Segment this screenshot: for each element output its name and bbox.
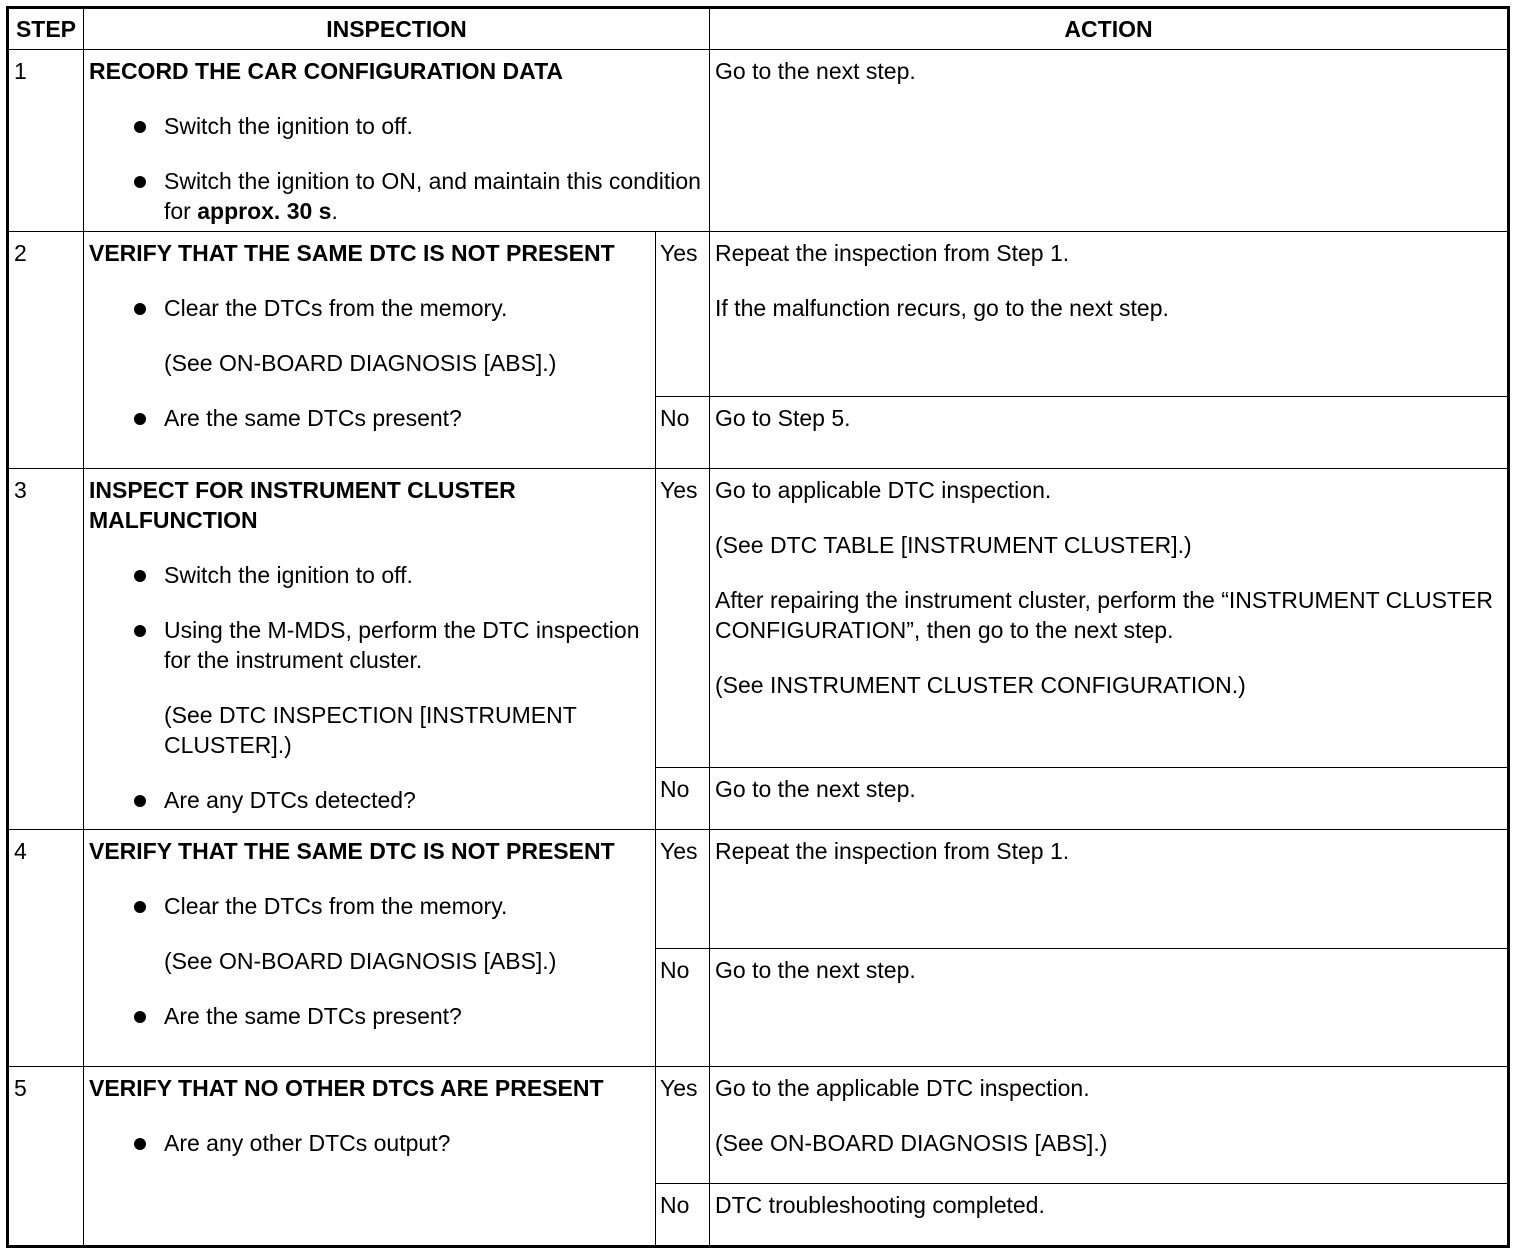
step-number: 4 [8,830,84,1067]
inspection-item: Switch the ignition to ON, and maintain this condition for approx. 30 s. [89,166,703,226]
step-4-yes-action [710,830,1509,949]
action-text: Repeat the inspection from Step 1. [715,240,1070,266]
inspection-item: Clear the DTCs from the memory. [89,891,649,921]
inspection-item: Using the M-MDS, perform the DTC inspection for the instrument cluster. [89,615,649,675]
action-text: Go to Step 5. [715,405,851,431]
step-number: 1 [8,50,84,232]
action-text: Go to the next step. [715,957,916,983]
action-text: After repairing the instrument cluster, perform the “INSTRUMENT CLUSTER CONFIGURATION”, then go to the next step. [715,587,1493,643]
step-3-inspection [84,469,656,830]
step-4-yes-row [8,830,1509,949]
no-label: No [656,768,710,830]
step-title: VERIFY THAT NO OTHER DTCS ARE PRESENT [89,1075,604,1101]
inspection-item: Switch the ignition to off. [89,111,703,141]
step-title: VERIFY THAT THE SAME DTC IS NOT PRESENT [89,240,615,266]
step-4-no-action [710,949,1509,1067]
step-1-action [710,50,1509,232]
step-3-yes-action [710,469,1509,768]
step-2-yes-row [8,232,1509,397]
inspection-item: Switch the ignition to off. [89,560,649,590]
step-3-yes-row [8,469,1509,768]
diagnostic-procedure-table [6,6,1510,1248]
action-text: Go to the next step. [715,58,916,84]
action-text: If the malfunction recurs, go to the next step. [715,295,1169,321]
step-1-inspection [84,50,710,232]
inspection-question: Are the same DTCs present? [89,1001,649,1031]
step-title: VERIFY THAT THE SAME DTC IS NOT PRESENT [89,838,615,864]
step-2-inspection [84,232,656,469]
inspection-item: Clear the DTCs from the memory. [89,293,649,323]
action-text: (See INSTRUMENT CLUSTER CONFIGURATION.) [715,672,1246,698]
action-text: Go to the next step. [715,776,916,802]
step-number: 2 [8,232,84,469]
yes-label: Yes [656,469,710,768]
inspection-reference: (See ON-BOARD DIAGNOSIS [ABS].) [164,948,557,974]
no-label: No [656,949,710,1067]
yes-label: Yes [656,1067,710,1184]
yes-label: Yes [656,830,710,949]
action-text: Repeat the inspection from Step 1. [715,838,1070,864]
header-inspection: INSPECTION [84,8,710,50]
action-text: DTC troubleshooting completed. [715,1192,1045,1218]
inspection-reference: (See ON-BOARD DIAGNOSIS [ABS].) [164,350,557,376]
action-text: (See ON-BOARD DIAGNOSIS [ABS].) [715,1130,1108,1156]
yes-label: Yes [656,232,710,397]
inspection-question: Are the same DTCs present? [89,403,649,433]
inspection-question: Are any other DTCs output? [89,1128,649,1158]
step-2-no-action [710,397,1509,469]
action-text: Go to applicable DTC inspection. [715,477,1052,503]
step-5-no-action [710,1184,1509,1247]
step-number: 5 [8,1067,84,1247]
emphasis-value: approx. 30 s [197,198,332,224]
step-5-inspection [84,1067,656,1247]
inspection-reference: (See DTC INSPECTION [INSTRUMENT CLUSTER].) [164,702,577,758]
header-step: STEP [8,8,84,50]
action-text: (See DTC TABLE [INSTRUMENT CLUSTER].) [715,532,1192,558]
inspection-question: Are any DTCs detected? [89,785,649,815]
no-label: No [656,397,710,469]
step-2-yes-action [710,232,1509,397]
step-4-inspection [84,830,656,1067]
no-label: No [656,1184,710,1247]
header-row [8,8,1509,50]
step-1-row [8,50,1509,232]
step-title: RECORD THE CAR CONFIGURATION DATA [89,58,564,84]
step-5-yes-row [8,1067,1509,1184]
step-5-yes-action [710,1067,1509,1184]
step-title: INSPECT FOR INSTRUMENT CLUSTER MALFUNCTION [89,477,516,533]
action-text: Go to the applicable DTC inspection. [715,1075,1090,1101]
header-action: ACTION [710,8,1509,50]
step-3-no-action [710,768,1509,830]
step-number: 3 [8,469,84,830]
